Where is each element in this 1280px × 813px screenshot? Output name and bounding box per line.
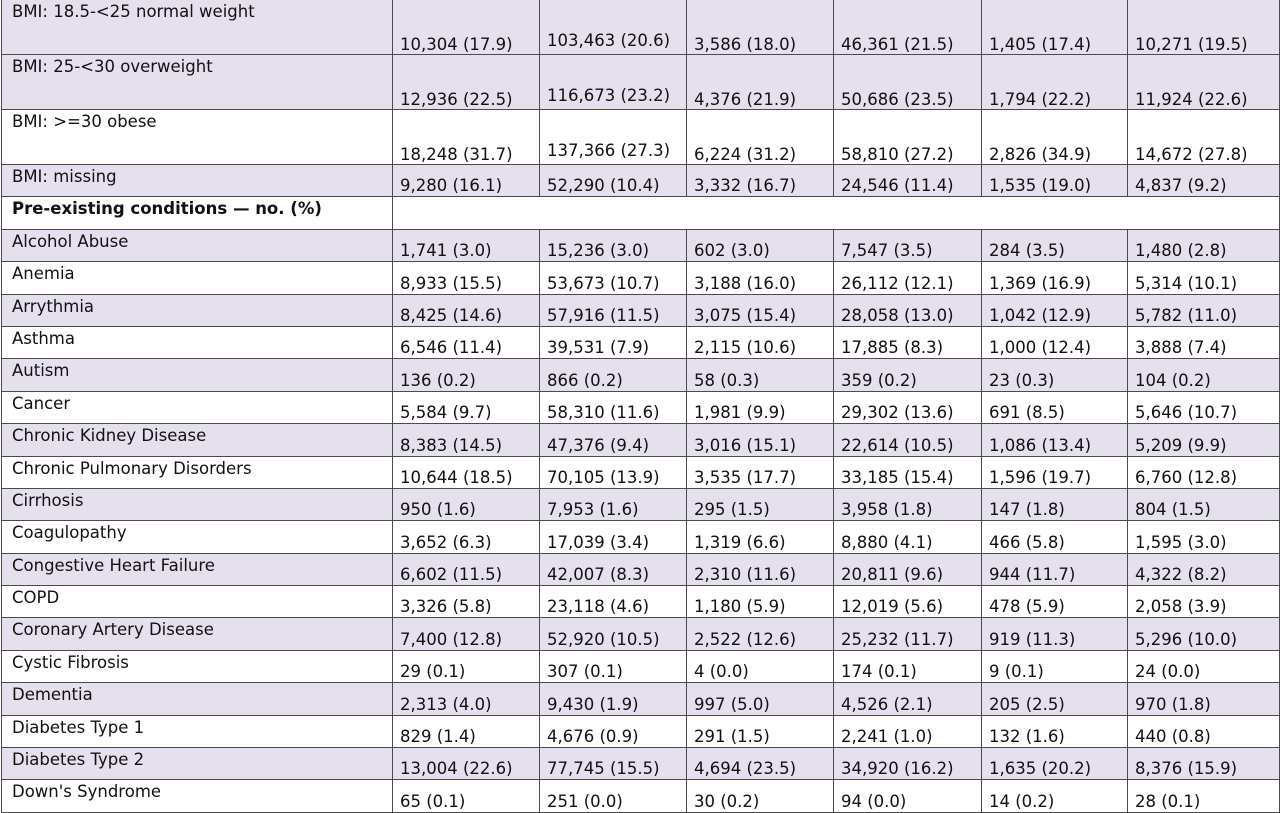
table-cell: 691 (8.5): [982, 391, 1128, 423]
table-row: [2, 780, 1280, 812]
table-cell: 2,826 (34.9): [982, 110, 1128, 165]
table-cell: 5,646 (10.7): [1128, 391, 1280, 423]
row-label: COPD: [2, 586, 393, 618]
table-cell: 25,232 (11.7): [834, 618, 982, 650]
table-cell: 8,383 (14.5): [393, 424, 540, 456]
table-cell: 4,526 (2.1): [834, 683, 982, 715]
table-cell: 50,686 (23.5): [834, 55, 982, 110]
data-table: [1, 0, 1280, 813]
table-cell: 6,760 (12.8): [1128, 456, 1280, 488]
table-cell: 28,058 (13.0): [834, 294, 982, 326]
empty-cell: [834, 197, 982, 229]
table-cell: 1,042 (12.9): [982, 294, 1128, 326]
table-cell: 866 (0.2): [540, 359, 687, 391]
table-cell: 65 (0.1): [393, 780, 540, 812]
table-cell: 2,241 (1.0): [834, 715, 982, 747]
table-cell: 3,016 (15.1): [687, 424, 834, 456]
table-row: [2, 110, 1280, 165]
table-cell: 3,188 (16.0): [687, 262, 834, 294]
table-cell: 3,535 (17.7): [687, 456, 834, 488]
table-row: [2, 650, 1280, 682]
empty-cell: [687, 197, 834, 229]
section-header: Pre-existing conditions — no. (%): [2, 197, 393, 229]
table-cell: 5,296 (10.0): [1128, 618, 1280, 650]
table-cell: 103,463 (20.6): [540, 0, 687, 55]
table-cell: 116,673 (23.2): [540, 55, 687, 110]
table-row: [2, 683, 1280, 715]
table-row: [2, 0, 1280, 55]
table-cell: 4,376 (21.9): [687, 55, 834, 110]
table-cell: 8,880 (4.1): [834, 521, 982, 553]
table-row: [2, 715, 1280, 747]
table-cell: 9,280 (16.1): [393, 165, 540, 197]
table-cell: 2,310 (11.6): [687, 553, 834, 585]
table-cell: 3,586 (18.0): [687, 0, 834, 55]
table-row: [2, 262, 1280, 294]
row-label: Alcohol Abuse: [2, 229, 393, 261]
table-cell: 23 (0.3): [982, 359, 1128, 391]
table-cell: 3,075 (15.4): [687, 294, 834, 326]
table-cell: 47,376 (9.4): [540, 424, 687, 456]
row-label: Congestive Heart Failure: [2, 553, 393, 585]
table-cell: 8,376 (15.9): [1128, 748, 1280, 780]
row-label: Chronic Pulmonary Disorders: [2, 456, 393, 488]
table-cell: 2,522 (12.6): [687, 618, 834, 650]
row-label: BMI: missing: [2, 165, 393, 197]
table-cell: 42,007 (8.3): [540, 553, 687, 585]
table-cell: 2,058 (3.9): [1128, 586, 1280, 618]
table-cell: 7,953 (1.6): [540, 488, 687, 520]
table-cell: 205 (2.5): [982, 683, 1128, 715]
table-cell: 53,673 (10.7): [540, 262, 687, 294]
row-label: Cancer: [2, 391, 393, 423]
table-cell: 1,535 (19.0): [982, 165, 1128, 197]
table-cell: 34,920 (16.2): [834, 748, 982, 780]
table-cell: 944 (11.7): [982, 553, 1128, 585]
table-cell: 5,209 (9.9): [1128, 424, 1280, 456]
row-label: Coronary Artery Disease: [2, 618, 393, 650]
table-row: [2, 294, 1280, 326]
empty-cell: [1128, 197, 1280, 229]
table-cell: 466 (5.8): [982, 521, 1128, 553]
row-label: Cystic Fibrosis: [2, 650, 393, 682]
table-cell: 4,676 (0.9): [540, 715, 687, 747]
table-cell: 295 (1.5): [687, 488, 834, 520]
table-cell: 3,888 (7.4): [1128, 326, 1280, 358]
table-cell: 147 (1.8): [982, 488, 1128, 520]
table-cell: 3,652 (6.3): [393, 521, 540, 553]
table-cell: 919 (11.3): [982, 618, 1128, 650]
row-label: BMI: 25-<30 overweight: [2, 55, 393, 110]
table-cell: 1,180 (5.9): [687, 586, 834, 618]
table-cell: 26,112 (12.1): [834, 262, 982, 294]
table-cell: 7,400 (12.8): [393, 618, 540, 650]
table-row: [2, 748, 1280, 780]
table-cell: 137,366 (27.3): [540, 110, 687, 165]
table-cell: 950 (1.6): [393, 488, 540, 520]
table-cell: 4 (0.0): [687, 650, 834, 682]
table-cell: 17,039 (3.4): [540, 521, 687, 553]
table-cell: 804 (1.5): [1128, 488, 1280, 520]
table-row: [2, 553, 1280, 585]
table-cell: 29 (0.1): [393, 650, 540, 682]
table-cell: 10,271 (19.5): [1128, 0, 1280, 55]
table-cell: 251 (0.0): [540, 780, 687, 812]
table-cell: 29,302 (13.6): [834, 391, 982, 423]
table-cell: 14 (0.2): [982, 780, 1128, 812]
table-cell: 28 (0.1): [1128, 780, 1280, 812]
table-cell: 11,924 (22.6): [1128, 55, 1280, 110]
row-label: Cirrhosis: [2, 488, 393, 520]
row-label: BMI: 18.5-<25 normal weight: [2, 0, 393, 55]
table-cell: 46,361 (21.5): [834, 0, 982, 55]
table-cell: 22,614 (10.5): [834, 424, 982, 456]
section-header-row: [2, 197, 1280, 229]
table-cell: 24 (0.0): [1128, 650, 1280, 682]
row-label: Asthma: [2, 326, 393, 358]
table-cell: 14,672 (27.8): [1128, 110, 1280, 165]
table-cell: 5,782 (11.0): [1128, 294, 1280, 326]
table-cell: 57,916 (11.5): [540, 294, 687, 326]
table-cell: 52,920 (10.5): [540, 618, 687, 650]
table-cell: 1,086 (13.4): [982, 424, 1128, 456]
table-cell: 58,810 (27.2): [834, 110, 982, 165]
table-cell: 13,004 (22.6): [393, 748, 540, 780]
table-cell: 602 (3.0): [687, 229, 834, 261]
table-cell: 20,811 (9.6): [834, 553, 982, 585]
table-row: [2, 521, 1280, 553]
table-cell: 132 (1.6): [982, 715, 1128, 747]
table-cell: 291 (1.5): [687, 715, 834, 747]
row-label: Diabetes Type 1: [2, 715, 393, 747]
table-cell: 1,595 (3.0): [1128, 521, 1280, 553]
table-cell: 2,115 (10.6): [687, 326, 834, 358]
table-cell: 1,000 (12.4): [982, 326, 1128, 358]
table-cell: 1,794 (22.2): [982, 55, 1128, 110]
table-row: [2, 618, 1280, 650]
row-label: Autism: [2, 359, 393, 391]
table-cell: 30 (0.2): [687, 780, 834, 812]
table-cell: 136 (0.2): [393, 359, 540, 391]
table-cell: 1,319 (6.6): [687, 521, 834, 553]
table-cell: 4,322 (8.2): [1128, 553, 1280, 585]
table-cell: 33,185 (15.4): [834, 456, 982, 488]
table-row: [2, 391, 1280, 423]
table-cell: 6,546 (11.4): [393, 326, 540, 358]
row-label: Anemia: [2, 262, 393, 294]
row-label: Dementia: [2, 683, 393, 715]
table-cell: 997 (5.0): [687, 683, 834, 715]
table-cell: 58,310 (11.6): [540, 391, 687, 423]
table-cell: 23,118 (4.6): [540, 586, 687, 618]
table-cell: 8,425 (14.6): [393, 294, 540, 326]
row-label: Diabetes Type 2: [2, 748, 393, 780]
table-cell: 5,314 (10.1): [1128, 262, 1280, 294]
table-cell: 3,332 (16.7): [687, 165, 834, 197]
table-row: [2, 488, 1280, 520]
table-cell: 2,313 (4.0): [393, 683, 540, 715]
table-cell: 359 (0.2): [834, 359, 982, 391]
table-cell: 4,694 (23.5): [687, 748, 834, 780]
table-cell: 970 (1.8): [1128, 683, 1280, 715]
table-cell: 94 (0.0): [834, 780, 982, 812]
table-cell: 12,019 (5.6): [834, 586, 982, 618]
table-row: [2, 359, 1280, 391]
table-cell: 52,290 (10.4): [540, 165, 687, 197]
table-cell: 24,546 (11.4): [834, 165, 982, 197]
table-cell: 478 (5.9): [982, 586, 1128, 618]
table-cell: 8,933 (15.5): [393, 262, 540, 294]
table-cell: 58 (0.3): [687, 359, 834, 391]
table-cell: 829 (1.4): [393, 715, 540, 747]
empty-cell: [540, 197, 687, 229]
row-label: Down's Syndrome: [2, 780, 393, 812]
table-cell: 12,936 (22.5): [393, 55, 540, 110]
row-label: Arrythmia: [2, 294, 393, 326]
row-label: Chronic Kidney Disease: [2, 424, 393, 456]
table-cell: 6,224 (31.2): [687, 110, 834, 165]
row-label: Coagulopathy: [2, 521, 393, 553]
table-cell: 284 (3.5): [982, 229, 1128, 261]
table-cell: 1,480 (2.8): [1128, 229, 1280, 261]
empty-cell: [393, 197, 540, 229]
table-cell: 10,644 (18.5): [393, 456, 540, 488]
table-cell: 1,405 (17.4): [982, 0, 1128, 55]
table-row: [2, 586, 1280, 618]
table-cell: 1,741 (3.0): [393, 229, 540, 261]
table-row: [2, 165, 1280, 197]
table-cell: 1,369 (16.9): [982, 262, 1128, 294]
table-cell: 440 (0.8): [1128, 715, 1280, 747]
table-cell: 17,885 (8.3): [834, 326, 982, 358]
table-row: [2, 55, 1280, 110]
table-cell: 15,236 (3.0): [540, 229, 687, 261]
table-cell: 1,596 (19.7): [982, 456, 1128, 488]
table-cell: 104 (0.2): [1128, 359, 1280, 391]
row-label: BMI: >=30 obese: [2, 110, 393, 165]
table-body: [2, 0, 1280, 812]
table-row: [2, 456, 1280, 488]
table-cell: 39,531 (7.9): [540, 326, 687, 358]
table-cell: 70,105 (13.9): [540, 456, 687, 488]
table-cell: 77,745 (15.5): [540, 748, 687, 780]
table-cell: 10,304 (17.9): [393, 0, 540, 55]
table-cell: 4,837 (9.2): [1128, 165, 1280, 197]
table-cell: 3,326 (5.8): [393, 586, 540, 618]
table-cell: 1,981 (9.9): [687, 391, 834, 423]
table-cell: 5,584 (9.7): [393, 391, 540, 423]
table-cell: 7,547 (3.5): [834, 229, 982, 261]
table-cell: 9,430 (1.9): [540, 683, 687, 715]
table-cell: 6,602 (11.5): [393, 553, 540, 585]
table-cell: 1,635 (20.2): [982, 748, 1128, 780]
table-cell: 18,248 (31.7): [393, 110, 540, 165]
empty-cell: [982, 197, 1128, 229]
table-cell: 307 (0.1): [540, 650, 687, 682]
table-cell: 174 (0.1): [834, 650, 982, 682]
table-row: [2, 424, 1280, 456]
table-row: [2, 326, 1280, 358]
table-row: [2, 229, 1280, 261]
table-cell: 3,958 (1.8): [834, 488, 982, 520]
table-cell: 9 (0.1): [982, 650, 1128, 682]
